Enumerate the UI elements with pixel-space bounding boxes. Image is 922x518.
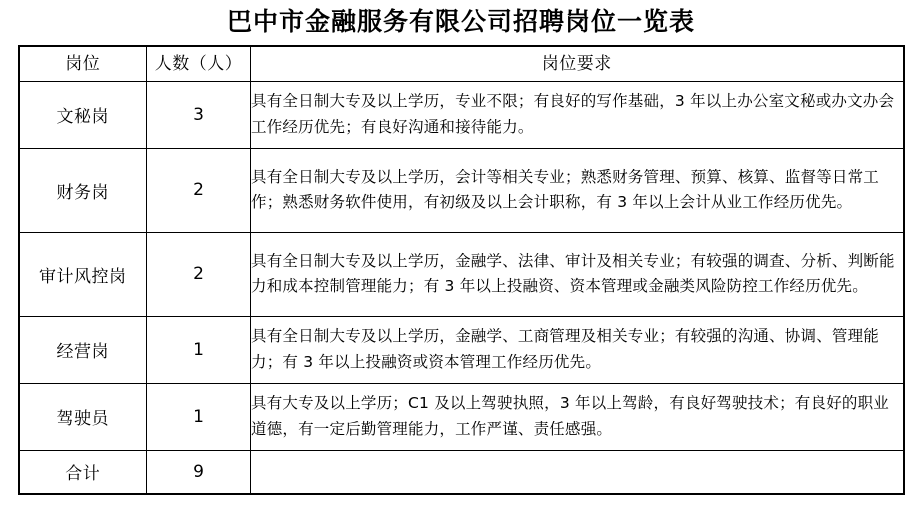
table-row	[19, 383, 904, 450]
cell-requirement: 具有全日制大专及以上学历，会计等相关专业；熟悉财务管理、预算、核算、监督等日常工作；熟悉财务软件使用，有初级及以上会计职称，有 3 年以上会计从业工作经历优先。	[251, 148, 904, 232]
cell-post: 审计风控岗	[19, 232, 147, 316]
column-header-count: 人数（人）	[147, 46, 251, 82]
table-total-row	[19, 450, 904, 494]
column-header-post: 岗位	[19, 46, 147, 82]
cell-post: 文秘岗	[19, 81, 147, 148]
cell-count: 1	[147, 316, 251, 383]
cell-requirement: 具有全日制大专及以上学历，专业不限；有良好的写作基础，3 年以上办公室文秘或办文办会工作经历优先；有良好沟通和接待能力。	[251, 81, 904, 148]
column-header-requirement: 岗位要求	[251, 46, 904, 82]
cell-post: 财务岗	[19, 148, 147, 232]
table-row	[19, 148, 904, 232]
cell-total-label: 合计	[19, 450, 147, 494]
cell-post: 经营岗	[19, 316, 147, 383]
table-row	[19, 81, 904, 148]
cell-total-count: 9	[147, 450, 251, 494]
page-title: 巴中市金融服务有限公司招聘岗位一览表	[226, 7, 695, 36]
cell-total-requirement	[251, 450, 904, 494]
cell-count: 2	[147, 148, 251, 232]
cell-requirement: 具有全日制大专及以上学历，金融学、法律、审计及相关专业；有较强的调查、分析、判断能力和成本控制管理能力；有 3 年以上投融资、资本管理或金融类风险防控工作经历优先。	[251, 232, 904, 316]
recruitment-table	[18, 45, 905, 495]
table-row	[19, 232, 904, 316]
cell-count: 3	[147, 81, 251, 148]
table-row	[19, 316, 904, 383]
cell-requirement: 具有大专及以上学历；C1 及以上驾驶执照，3 年以上驾龄，有良好驾驶技术；有良好的职业道德，有一定后勤管理能力，工作严谨、责任感强。	[251, 383, 904, 450]
cell-count: 1	[147, 383, 251, 450]
cell-count: 2	[147, 232, 251, 316]
table-header-row	[19, 46, 904, 82]
cell-requirement: 具有全日制大专及以上学历，金融学、工商管理及相关专业；有较强的沟通、协调、管理能力；有 3 年以上投融资或资本管理工作经历优先。	[251, 316, 904, 383]
cell-post: 驾驶员	[19, 383, 147, 450]
